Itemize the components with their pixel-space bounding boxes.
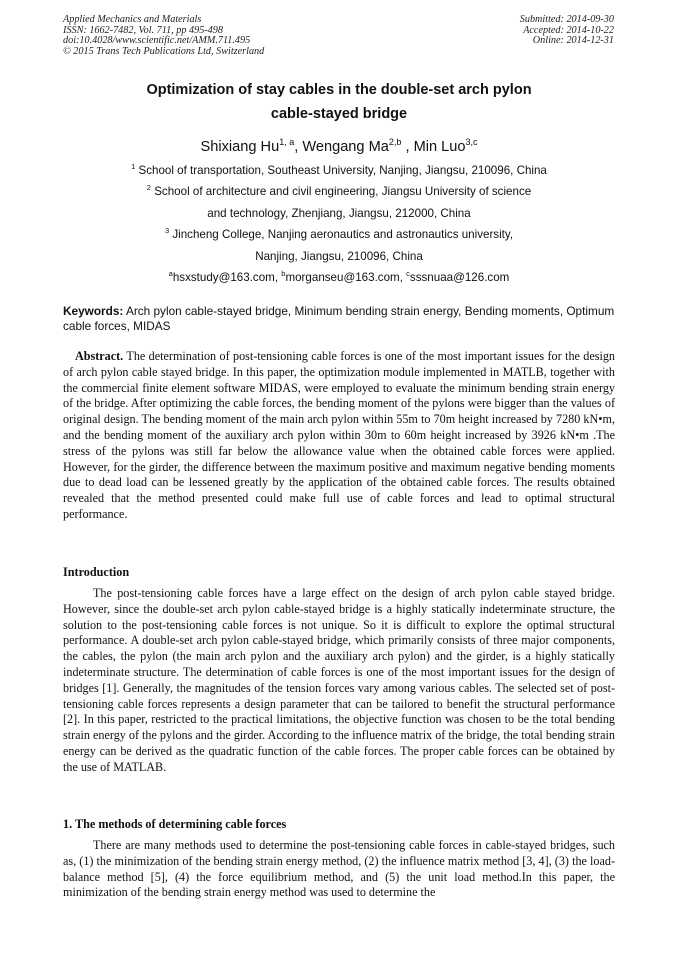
journal-header [63, 15, 264, 57]
author-name: Shixiang Hu [200, 139, 280, 155]
email-address: sssnuaa@126.com [409, 271, 510, 284]
email-superscript: b [281, 269, 286, 278]
affiliation-3-continued: Nanjing, Jiangsu, 210096, China [255, 250, 423, 263]
introduction-paragraph: The post-tensioning cable forces have a large effect on the design of arch pylon cable stayed bridge. However, since the double-set arch pylon cable-stayed bridge is a highly statically indeterminate structure, the solution to the post-tensioning cable forces is not unique. So it is difficult to explore the optimal structural performance. A double-set arch pylon cable-stayed bridge, which primarily consists of three major components, the cables, the pylon (the main arch pylon and the auxiliary arch pylon) and the girder, is a highly statically indeterminate structure. The determination of cable forces is one of the most important issues for the design of bridges [1]. Generally, the magnitudes of the tension forces vary among various cables. The selected set of post-tensioning cable forces represents a design parameter that can be tailored to benefit the structural performance [2]. In this paper, restricted to the practical limitations, the objective function was chosen to be the total bending strain energy of the pylons and the girder. According to the influence matrix of the bridge, the total bending strain energy can be derived as the quadratic function of the cable forces. The proper cable forces can be obtained by the use of MATLAB. [63, 586, 615, 774]
methods-paragraph: There are many methods used to determine the post-tensioning cable forces in cable-stayed bridges, such as, (1) the minimization of the bending strain energy method, (2) the influence matrix method [3, 4], (3) the load-balance method [5], (4) the force equilibrium method, and (5) the unit load method.In this paper, the minimization of the bending strain energy method was used to determine the [63, 838, 615, 900]
affiliation-superscript: 1 [131, 162, 136, 171]
author-list: Shixiang Hu$^{1, a}$, Wengang Ma$^{2,b}$ , Min Luo$^{3,c}$ [200, 137, 478, 155]
paper-title-line-1: Optimization of stay cables in the double-set arch pylon [146, 82, 532, 98]
keywords-block [63, 304, 615, 333]
keywords-text: Arch pylon cable-stayed bridge, Minimum bending strain energy, Bending moments, Optimum cable forces, MIDAS [63, 304, 615, 333]
affiliation-3 [0, 228, 678, 241]
author-name: Min Luo [413, 139, 466, 155]
email-address: hsxstudy@163.com, [172, 271, 279, 284]
author-superscript: 2,b [388, 137, 402, 147]
dates-header [520, 15, 614, 47]
author-superscript: 1, a [279, 137, 295, 147]
author-name: Wengang Ma [302, 139, 389, 155]
keywords-label: Keywords: [63, 304, 124, 318]
email-address: morganseu@163.com, [285, 271, 403, 284]
affiliation-text: School of transportation, Southeast University, Nanjing, Jiangsu, 210096, China [138, 164, 547, 177]
author-superscript: 3,c [465, 137, 478, 147]
methods-heading: 1. The methods of determining cable forces [63, 817, 287, 831]
journal-name: Applied Mechanics and Materials [63, 14, 202, 25]
affiliation-text: Jincheng College, Nanjing aeronautics and astronautics university, [172, 228, 514, 241]
journal-issn: ISSN: 1662-7482, Vol. 711, pp 495-498 [63, 24, 223, 36]
accepted-date: Accepted: 2014-10-22 [523, 24, 614, 36]
affiliation-text: School of architecture and civil engineering, Jiangsu University of science [154, 185, 532, 198]
journal-doi: doi:10.4028/www.scientific.net/AMM.711.495 [63, 35, 251, 47]
email-superscript: a [168, 269, 173, 278]
email-list [0, 271, 678, 284]
introduction-heading: Introduction [63, 565, 130, 579]
copyright-notice: © 2015 Trans Tech Publications Ltd, Switzerland [63, 45, 265, 57]
affiliation-2 [0, 185, 678, 198]
affiliation-superscript: 2 [146, 183, 151, 192]
submitted-date: Submitted: 2014-09-30 [519, 14, 614, 25]
affiliation-superscript: 3 [164, 226, 170, 235]
abstract-block [63, 349, 615, 523]
abstract-text: The determination of post-tensioning cable forces is one of the most important issues for the design of arch pylon cable stayed bridge. In this paper, the optimization module implemented in MATLB, together with the commercial finite element software MIDAS, were employed to evaluate the minimum bending strain energy of the bridge. After optimizing the cable forces, the bending moment of the pylons were bigger than the values of original design. The bending moment of the main arch pylon within 55m to 70m height increased by 7280 kN•m, and the bending moment of the auxiliary arch pylon within 30m to 60m height increased by 3926 kN•m .The stress of the pylons was still far below the allowance value when the obtained cable forces were applied. However, for the girder, the difference between the maximum positive and maximum negative bending moments due to dead load can be lessened greatly by the application of the obtained cable forces. The results obtained revealed that the method presented could make full use of cable forces and lead to optimal structural performance. [63, 349, 615, 521]
abstract-label: Abstract. [75, 349, 124, 363]
email-superscript: c [406, 269, 410, 278]
online-date: Online: 2014-12-31 [532, 35, 614, 47]
affiliation-2-continued: and technology, Zhenjiang, Jiangsu, 212000, China [207, 207, 471, 220]
paper-title-line-2: cable-stayed bridge [270, 106, 408, 122]
affiliation-1 [0, 164, 678, 177]
